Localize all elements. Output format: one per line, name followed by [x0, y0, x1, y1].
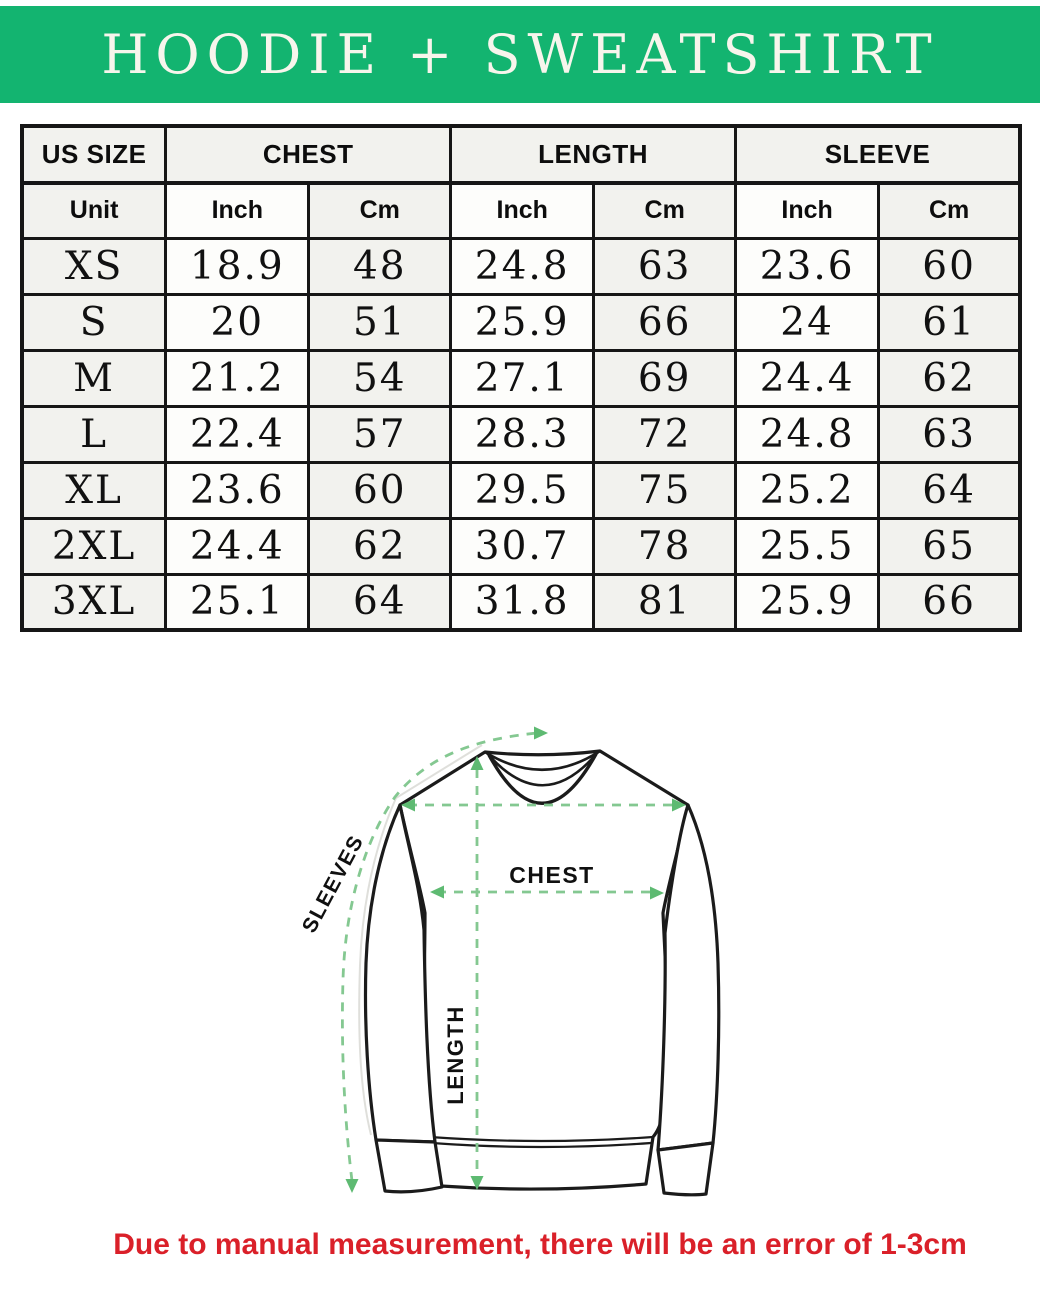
- sleeve-arrow-top-icon: [534, 727, 548, 740]
- measurement-cell: 25.2: [736, 462, 879, 518]
- measurement-cell: 20: [166, 294, 309, 350]
- size-cell: L: [22, 406, 166, 462]
- measurement-cell: 66: [879, 574, 1020, 630]
- measurement-cell: 78: [594, 518, 736, 574]
- body-outline: [400, 751, 688, 1189]
- left-cuff: [376, 1140, 442, 1192]
- header-length-inch: Inch: [451, 183, 594, 238]
- header-length-cm: Cm: [594, 183, 736, 238]
- size-table-body: [22, 238, 1020, 630]
- page-title: HOODIE + SWEATSHIRT: [101, 23, 939, 86]
- measurement-cell: 24.8: [451, 238, 594, 294]
- measurement-cell: 72: [594, 406, 736, 462]
- measurement-cell: 25.5: [736, 518, 879, 574]
- measurement-cell: 63: [879, 406, 1020, 462]
- measurement-cell: 28.3: [451, 406, 594, 462]
- header-chest-cm: Cm: [309, 183, 451, 238]
- title-banner: [0, 6, 1040, 103]
- measurement-cell: 23.6: [736, 238, 879, 294]
- group-header-row: [22, 126, 1020, 183]
- measurement-cell: 21.2: [166, 350, 309, 406]
- sweatshirt-drawing: [275, 695, 805, 1220]
- measurement-cell: 48: [309, 238, 451, 294]
- measurement-cell: 69: [594, 350, 736, 406]
- sleeve-arrow-bottom-icon: [346, 1179, 359, 1193]
- measurement-cell: 62: [309, 518, 451, 574]
- measurement-cell: 51: [309, 294, 451, 350]
- measurement-cell: 25.9: [451, 294, 594, 350]
- table-row: [22, 350, 1020, 406]
- chest-label: CHEST: [509, 862, 595, 888]
- size-cell: M: [22, 350, 166, 406]
- table-row: [22, 462, 1020, 518]
- header-unit: Unit: [22, 183, 166, 238]
- measurement-cell: 54: [309, 350, 451, 406]
- table-row: [22, 518, 1020, 574]
- sweatshirt-measurement-diagram: [275, 695, 805, 1220]
- measurement-cell: 18.9: [166, 238, 309, 294]
- measurement-cell: 75: [594, 462, 736, 518]
- measurement-disclaimer: Due to manual measurement, there will be an error of 1-3cm: [113, 1228, 967, 1261]
- size-cell: XL: [22, 462, 166, 518]
- size-chart-table: [20, 124, 1022, 632]
- measurement-cell: 65: [879, 518, 1020, 574]
- header-length: LENGTH: [451, 126, 736, 183]
- measurement-cell: 62: [879, 350, 1020, 406]
- size-cell: S: [22, 294, 166, 350]
- measurement-cell: 29.5: [451, 462, 594, 518]
- measurement-cell: 64: [879, 462, 1020, 518]
- header-us-size: US SIZE: [22, 126, 166, 183]
- measurement-cell: 24.8: [736, 406, 879, 462]
- table-row: [22, 238, 1020, 294]
- header-chest: CHEST: [166, 126, 451, 183]
- size-cell: 2XL: [22, 518, 166, 574]
- size-cell: 3XL: [22, 574, 166, 630]
- table-row: [22, 294, 1020, 350]
- length-label: LENGTH: [443, 1005, 468, 1105]
- header-sleeve-inch: Inch: [736, 183, 879, 238]
- measurement-cell: 61: [879, 294, 1020, 350]
- measurement-cell: 66: [594, 294, 736, 350]
- measurement-cell: 22.4: [166, 406, 309, 462]
- measurement-cell: 23.6: [166, 462, 309, 518]
- right-cuff: [658, 1143, 713, 1195]
- measurement-cell: 60: [879, 238, 1020, 294]
- sleeves-label: SLEEVES: [297, 831, 369, 937]
- measurement-cell: 64: [309, 574, 451, 630]
- measurement-cell: 24: [736, 294, 879, 350]
- measurement-cell: 31.8: [451, 574, 594, 630]
- size-cell: XS: [22, 238, 166, 294]
- header-sleeve-cm: Cm: [879, 183, 1020, 238]
- table-row: [22, 574, 1020, 630]
- measurement-cell: 25.9: [736, 574, 879, 630]
- measurement-cell: 57: [309, 406, 451, 462]
- measurement-cell: 27.1: [451, 350, 594, 406]
- measurement-cell: 24.4: [166, 518, 309, 574]
- measurement-cell: 25.1: [166, 574, 309, 630]
- header-sleeve: SLEEVE: [736, 126, 1020, 183]
- measurement-cell: 81: [594, 574, 736, 630]
- measurement-cell: 30.7: [451, 518, 594, 574]
- unit-header-row: [22, 183, 1020, 238]
- measurement-cell: 60: [309, 462, 451, 518]
- table-row: [22, 406, 1020, 462]
- measurement-cell: 63: [594, 238, 736, 294]
- header-chest-inch: Inch: [166, 183, 309, 238]
- measurement-cell: 24.4: [736, 350, 879, 406]
